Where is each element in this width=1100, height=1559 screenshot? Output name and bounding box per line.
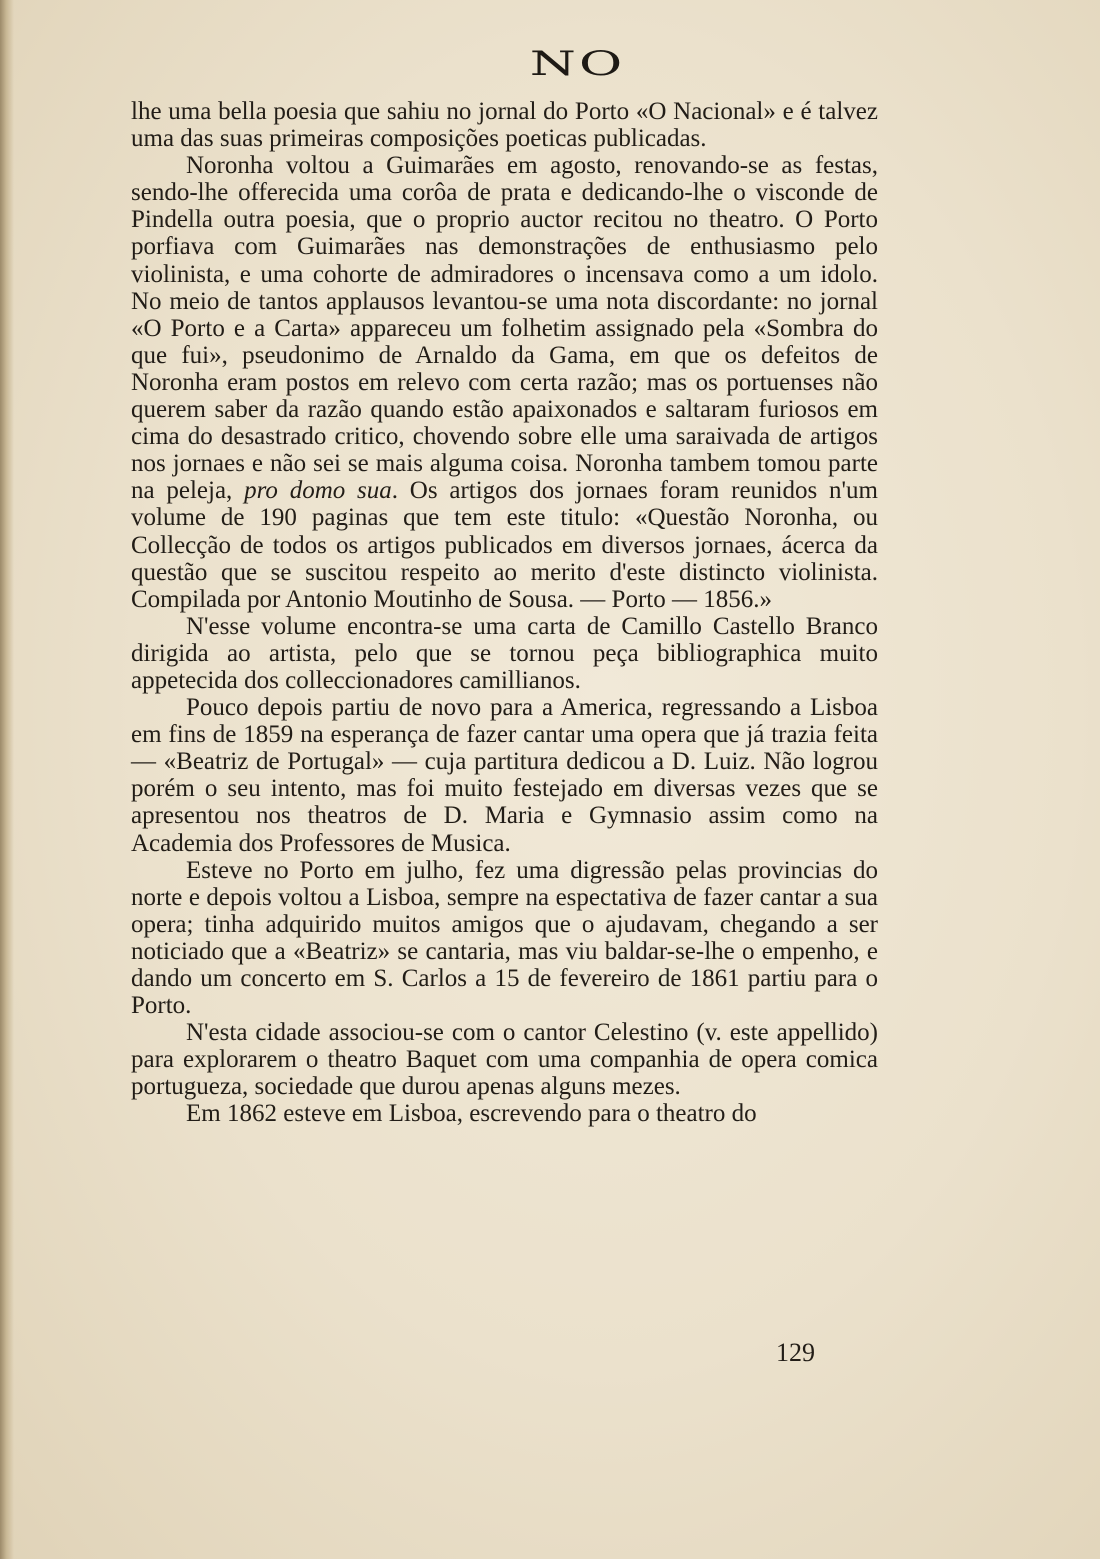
paragraph-text: Pouco depois partiu de novo para a America, regressando a Lisboa em fins de 1859 na esperança de fazer cantar uma opera que já trazia feita — «Beatriz de Portugal» — cuja partitura dedicou a D. Luiz. Não logrou porém o seu intento, mas foi muito festejado em diversas vezes que se apresentou nos theatros de D. Maria e Gymnasio assim como na Academia dos Professores de Musica. bbox=[131, 694, 878, 857]
body-text bbox=[131, 98, 878, 1128]
paragraph bbox=[131, 857, 878, 1020]
paragraph-text: lhe uma bella poesia que sahiu no jornal do Porto «O Nacional» e é talvez uma das suas primeiras composições poeticas publicadas. bbox=[131, 98, 878, 153]
paragraph-text: Noronha voltou a Guimarães em agosto, renovando-se as festas, sendo-lhe offerecida uma corôa de prata e dedicando-lhe o visconde de Pindella outra poesia, que o proprio auctor recitou no theatro. O Porto porfiava com Guimarães nas demonstrações de enthusiasmo pelo violinista, e uma cohorte de admiradores o incensava como a um idolo. No meio de tantos applausos levantou-se uma nota discordante: no jornal «O Porto e a Carta» appareceu um folhetim assignado pela «Sombra do que fui», pseudonimo de Arnaldo da Gama, em que os defeitos de Noronha eram postos em relevo com certa razão; mas os portuenses não querem saber da razão quando estão apaixonados e saltaram furiosos em cima do desastrado critico, chovendo sobre elle uma saraivada de artigos nos jornaes e não sei se mais alguma coisa. Noronha tambem tomou parte na peleja, bbox=[131, 152, 878, 505]
paragraph-text: N'esta cidade associou-se com o cantor Celestino (v. este appellido) para explorarem o theatro Baquet com uma companhia de opera comica portugueza, sociedade que durou apenas alguns mezes. bbox=[131, 1019, 878, 1101]
gutter-shadow bbox=[0, 0, 14, 1559]
paragraph bbox=[131, 1100, 878, 1127]
paragraph bbox=[131, 98, 878, 152]
page-number: 129 bbox=[776, 1338, 815, 1367]
latin-phrase: pro domo sua bbox=[244, 477, 392, 505]
paragraph bbox=[131, 613, 878, 694]
paragraph-text: N'esse volume encontra-se uma carta de Camillo Castello Branco dirigida ao artista, pelo que se tornou peça bibliographica muito appetecida dos colleccionadores camillianos. bbox=[131, 612, 878, 694]
paragraph bbox=[131, 152, 878, 613]
paragraph-text: . Os artigos dos jornaes foram reunidos n'um volume de 190 paginas que tem este titulo: «Questão Noronha, ou Collecção de todos os artigos publicados em diversos jornaes, ácerca da questão que se suscitou respeito ao merito d'este distincto violinista. Compilada por Antonio Moutinho de Sousa. — Porto — 1856.» bbox=[131, 477, 878, 613]
paragraph-text: Esteve no Porto em julho, fez uma digressão pelas provincias do norte e depois voltou a Lisboa, sempre na espectativa de fazer cantar a sua opera; tinha adquirido muitos amigos que o ajudavam, chegando a ser noticiado que a «Beatriz» se cantaria, mas viu baldar-se-lhe o empenho, e dando um concerto em S. Carlos a 15 de fevereiro de 1861 partiu para o Porto. bbox=[131, 856, 878, 1020]
running-head: NO bbox=[529, 44, 626, 84]
paragraph bbox=[131, 694, 878, 857]
paragraph bbox=[131, 1019, 878, 1100]
paragraph-text: Em 1862 esteve em Lisboa, escrevendo para o theatro do bbox=[186, 1100, 757, 1128]
